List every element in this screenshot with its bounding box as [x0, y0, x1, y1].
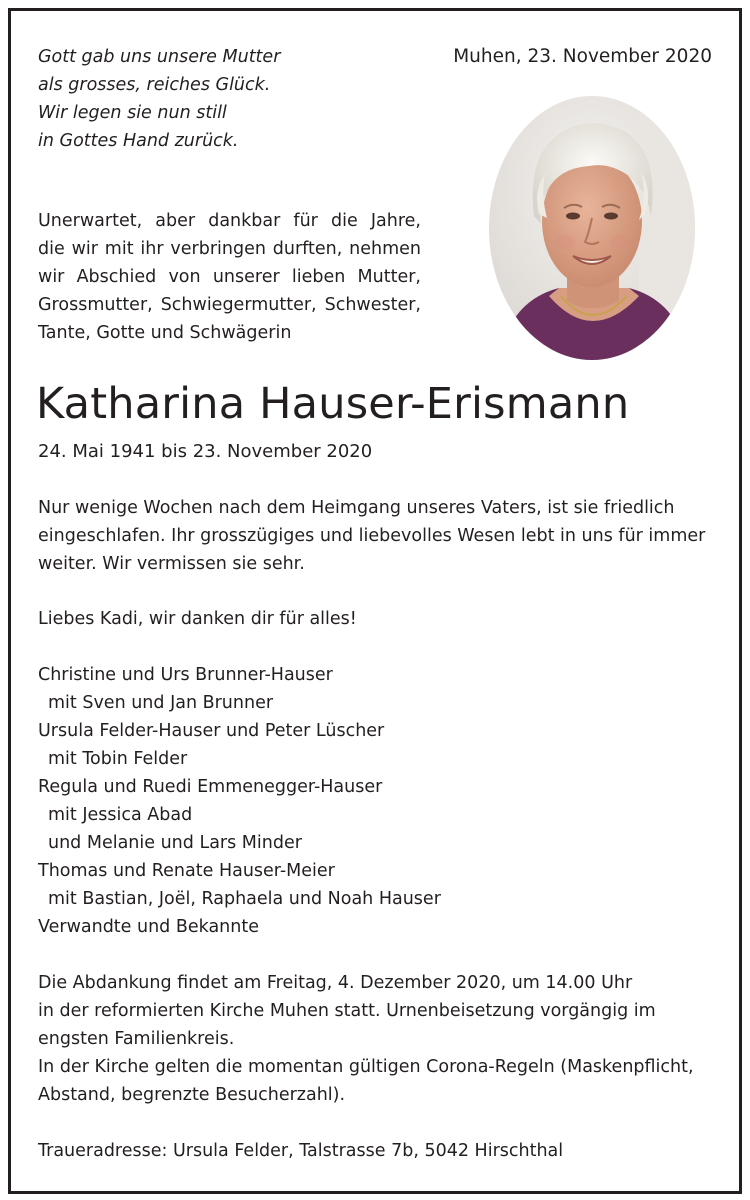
service-line: in der reformierten Kirche Muhen statt. Urnenbeisetzung vorgängig im [38, 1001, 656, 1021]
mourner-line: mit Jessica Abad [48, 805, 193, 825]
mourner-line: Regula und Ruedi Emmenegger-Hauser [38, 777, 383, 797]
intro-line: Unerwartet, aber dankbar für die Jahre, [38, 211, 421, 231]
intro-text [38, 207, 421, 347]
mourner-line: mit Bastian, Joël, Raphaela und Noah Hauser [48, 889, 441, 909]
message-line: weiter. Wir vermissen sie sehr. [38, 554, 305, 574]
mourner-line: mit Sven und Jan Brunner [48, 693, 274, 713]
poem [38, 43, 280, 155]
farewell-text: Liebes Kadi, wir danken dir für alles! [38, 609, 357, 629]
message-line: eingeschlafen. Ihr grosszügiges und liebevolles Wesen lebt in uns für immer [38, 526, 706, 546]
intro-line: Tante, Gotte und Schwägerin [38, 323, 292, 343]
intro-line: wir Abschied von unserer lieben Mutter, [38, 267, 421, 287]
service-line: Die Abdankung findet am Freitag, 4. Dezember 2020, um 14.00 Uhr [38, 973, 633, 993]
deceased-name: Katharina Hauser-Erismann [36, 379, 630, 429]
intro-line: Grossmutter, Schwiegermutter, Schwester, [38, 295, 421, 315]
mourner-line: Verwandte und Bekannte [38, 917, 259, 937]
mourning-address-text: Traueradresse: Ursula Felder, Talstrasse 7b, 5042 Hirschthal [38, 1141, 564, 1161]
message-paragraph [38, 494, 705, 578]
life-dates: 24. Mai 1941 bis 23. November 2020 [38, 441, 373, 462]
farewell-line [38, 605, 357, 633]
service-line: In der Kirche gelten die momentan gültigen Corona-Regeln (Maskenpflicht, [38, 1057, 694, 1077]
place-date: Muhen, 23. November 2020 [453, 46, 712, 67]
intro-line: die wir mit ihr verbringen durften, nehmen [38, 239, 421, 259]
poem-line: in Gottes Hand zurück. [38, 131, 239, 151]
portrait-photo [489, 96, 695, 360]
mourner-line: mit Tobin Felder [48, 749, 188, 769]
poem-line: Gott gab uns unsere Mutter [38, 47, 281, 67]
service-details [38, 969, 694, 1109]
mourner-line: und Melanie und Lars Minder [48, 833, 302, 853]
mourner-line: Christine und Urs Brunner-Hauser [38, 665, 333, 685]
poem-line: als grosses, reiches Glück. [38, 75, 271, 95]
poem-line: Wir legen sie nun still [38, 103, 227, 123]
service-line: Abstand, begrenzte Besucherzahl). [38, 1085, 346, 1105]
mourning-address [38, 1137, 563, 1165]
mourner-line: Ursula Felder-Hauser und Peter Lüscher [38, 721, 385, 741]
mourner-line: Thomas und Renate Hauser-Meier [38, 861, 335, 881]
service-line: engsten Familienkreis. [38, 1029, 235, 1049]
message-line: Nur wenige Wochen nach dem Heimgang unseres Vaters, ist sie friedlich [38, 498, 675, 518]
mourners-list [38, 661, 441, 941]
